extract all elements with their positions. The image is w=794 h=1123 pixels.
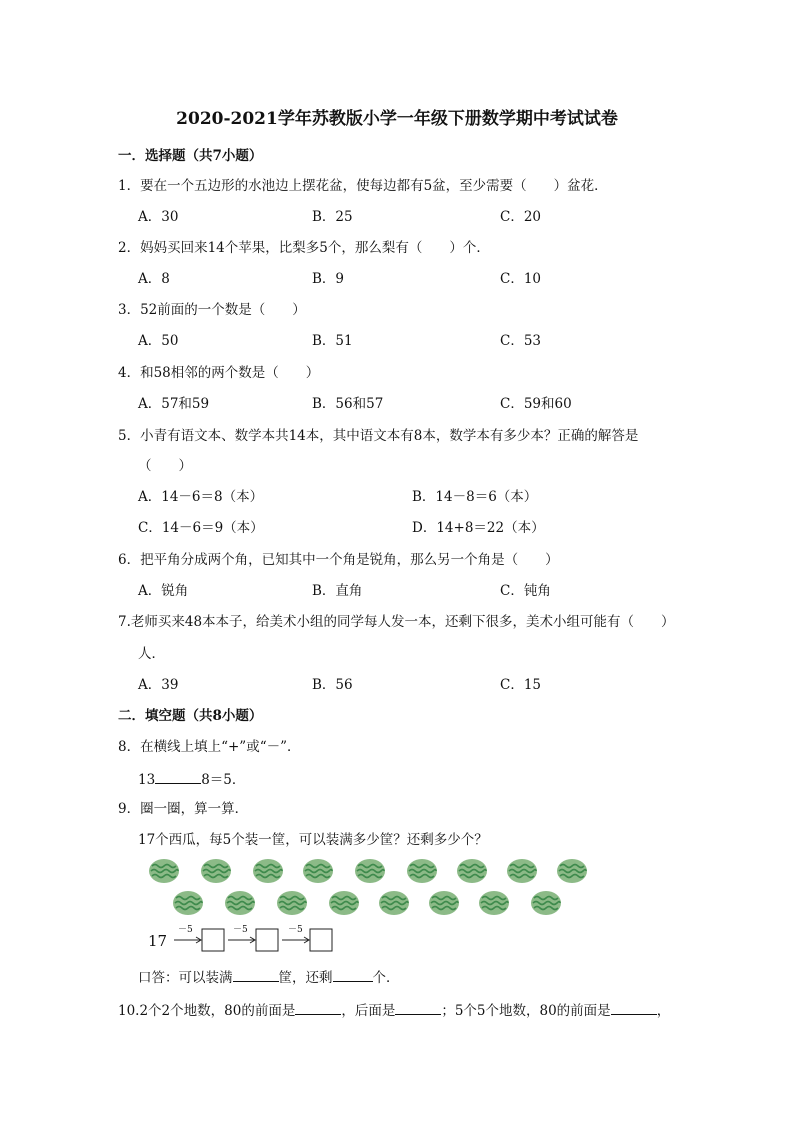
q9-answer-suffix: 个．: [372, 970, 400, 986]
question-9-prompt: 17个西瓜，每5个装一筐，可以装满多少筐？还剩多少个？: [138, 832, 488, 848]
q3-option-c: C．53: [500, 333, 542, 349]
question-9-stem: 9．圈一圈，算一算．: [118, 801, 249, 817]
watermelon-icon: [328, 890, 360, 916]
page-title: 2020-2021学年苏教版小学一年级下册数学期中考试试卷: [176, 109, 618, 129]
watermelon-icon: [148, 858, 180, 884]
q2-option-c: C．10: [500, 271, 542, 287]
q4-option-b: B．56和57: [312, 396, 384, 412]
watermelon-icon: [302, 858, 334, 884]
watermelon-icon: [200, 858, 232, 884]
question-4-stem: 4．和58相邻的两个数是（ ）: [118, 365, 320, 381]
q10-blank-3[interactable]: [611, 1001, 657, 1015]
q5-option-c: C．14－6＝9（本）: [138, 520, 264, 536]
question-6-stem: 6．把平角分成两个角，已知其中一个角是锐角，那么另一个角是（ ）: [118, 552, 559, 568]
watermelon-icon: [428, 890, 460, 916]
q10-part-c: ；5个5个地数，80的前面是: [441, 1003, 611, 1019]
q5-option-b: B．14－8＝6（本）: [412, 489, 538, 505]
question-1-stem: 1．要在一个五边形的水池边上摆花盆，使每边都有5盆，至少需要（ ）盆花．: [118, 178, 608, 194]
question-2-stem: 2．妈妈买回来14个苹果，比梨多5个，那么梨有（ ）个．: [118, 240, 490, 256]
flow-arrows-and-boxes: [148, 924, 348, 954]
q8-right-expression: 8＝5．: [201, 772, 246, 788]
q8-operator-blank[interactable]: [155, 770, 201, 784]
flow-box-3: [310, 929, 332, 951]
q1-option-b: B．25: [312, 209, 353, 225]
q10-part-b: ，后面是: [341, 1003, 396, 1019]
section-heading-choice: 一．选择题（共7小题）: [118, 148, 263, 164]
q7-option-a: A．39: [138, 677, 179, 693]
q9-remainder-blank[interactable]: [333, 968, 373, 982]
q1-option-a: A．30: [138, 209, 179, 225]
q10-blank-1[interactable]: [295, 1001, 341, 1015]
q5-option-a: A．14－6＝8（本）: [138, 489, 264, 505]
flow-start-number: 17: [148, 932, 168, 950]
watermelon-icon: [478, 890, 510, 916]
q8-left-number: 13: [138, 772, 156, 788]
q10-part-a: 10.2个2个地数，80的前面是: [118, 1003, 296, 1019]
q7-option-b: B．56: [312, 677, 353, 693]
watermelon-icon: [530, 890, 562, 916]
q4-option-c: C．59和60: [500, 396, 572, 412]
watermelon-icon: [506, 858, 538, 884]
q3-option-a: A．50: [138, 333, 179, 349]
question-7-stem: 7.老师买来48本本子，给美术小组的同学每人发一本，还剩下很多，美术小组可能有（ ）: [118, 614, 675, 630]
q4-option-a: A．57和59: [138, 396, 210, 412]
watermelon-icon: [276, 890, 308, 916]
watermelon-icon: [224, 890, 256, 916]
watermelon-icon: [252, 858, 284, 884]
question-8-stem: 8．在横线上填上“+”或“－”．: [118, 739, 301, 755]
question-10-stem: [118, 1001, 670, 1019]
flow-box-2: [256, 929, 278, 951]
question-7-stem-cont: 人．: [138, 646, 165, 662]
q10-part-d: ，: [656, 1003, 671, 1019]
question-3-stem: 3．52前面的一个数是（ ）: [118, 302, 306, 318]
q2-option-a: A．8: [138, 271, 170, 287]
q10-blank-2[interactable]: [395, 1001, 441, 1015]
flow-step-label-2: －5: [233, 925, 248, 935]
watermelon-icon: [406, 858, 438, 884]
q6-option-c: C．钝角: [500, 583, 551, 599]
flow-step-label-3: －5: [288, 925, 303, 935]
watermelon-icon: [172, 890, 204, 916]
q7-option-c: C．15: [500, 677, 542, 693]
q2-option-b: B．9: [312, 271, 345, 287]
q1-option-c: C．20: [500, 209, 542, 225]
q6-option-a: A．锐角: [138, 583, 189, 599]
q5-option-d: D．14+8＝22（本）: [412, 520, 545, 536]
q9-answer-prefix: 口答：可以装满: [138, 970, 233, 986]
q9-answer-line: [138, 968, 400, 986]
q3-option-b: B．51: [312, 333, 353, 349]
flow-step-label-1: －5: [178, 925, 193, 935]
question-5-stem: 5．小青有语文本、数学本共14本，其中语文本有8本，数学本有多少本？正确的解答是: [118, 428, 639, 444]
watermelon-icon: [378, 890, 410, 916]
q6-option-b: B．直角: [312, 583, 363, 599]
subtraction-flow-diagram: [148, 924, 348, 954]
flow-box-1: [202, 929, 224, 951]
q9-answer-middle: 筐，还剩: [278, 970, 333, 986]
watermelon-icon: [556, 858, 588, 884]
q8-equation: [138, 770, 245, 788]
watermelon-icon: [456, 858, 488, 884]
watermelon-icon: [354, 858, 386, 884]
question-5-stem-cont: （ ）: [138, 458, 192, 474]
q9-baskets-blank[interactable]: [233, 968, 279, 982]
section-heading-fill: 二．填空题（共8小题）: [118, 708, 263, 724]
